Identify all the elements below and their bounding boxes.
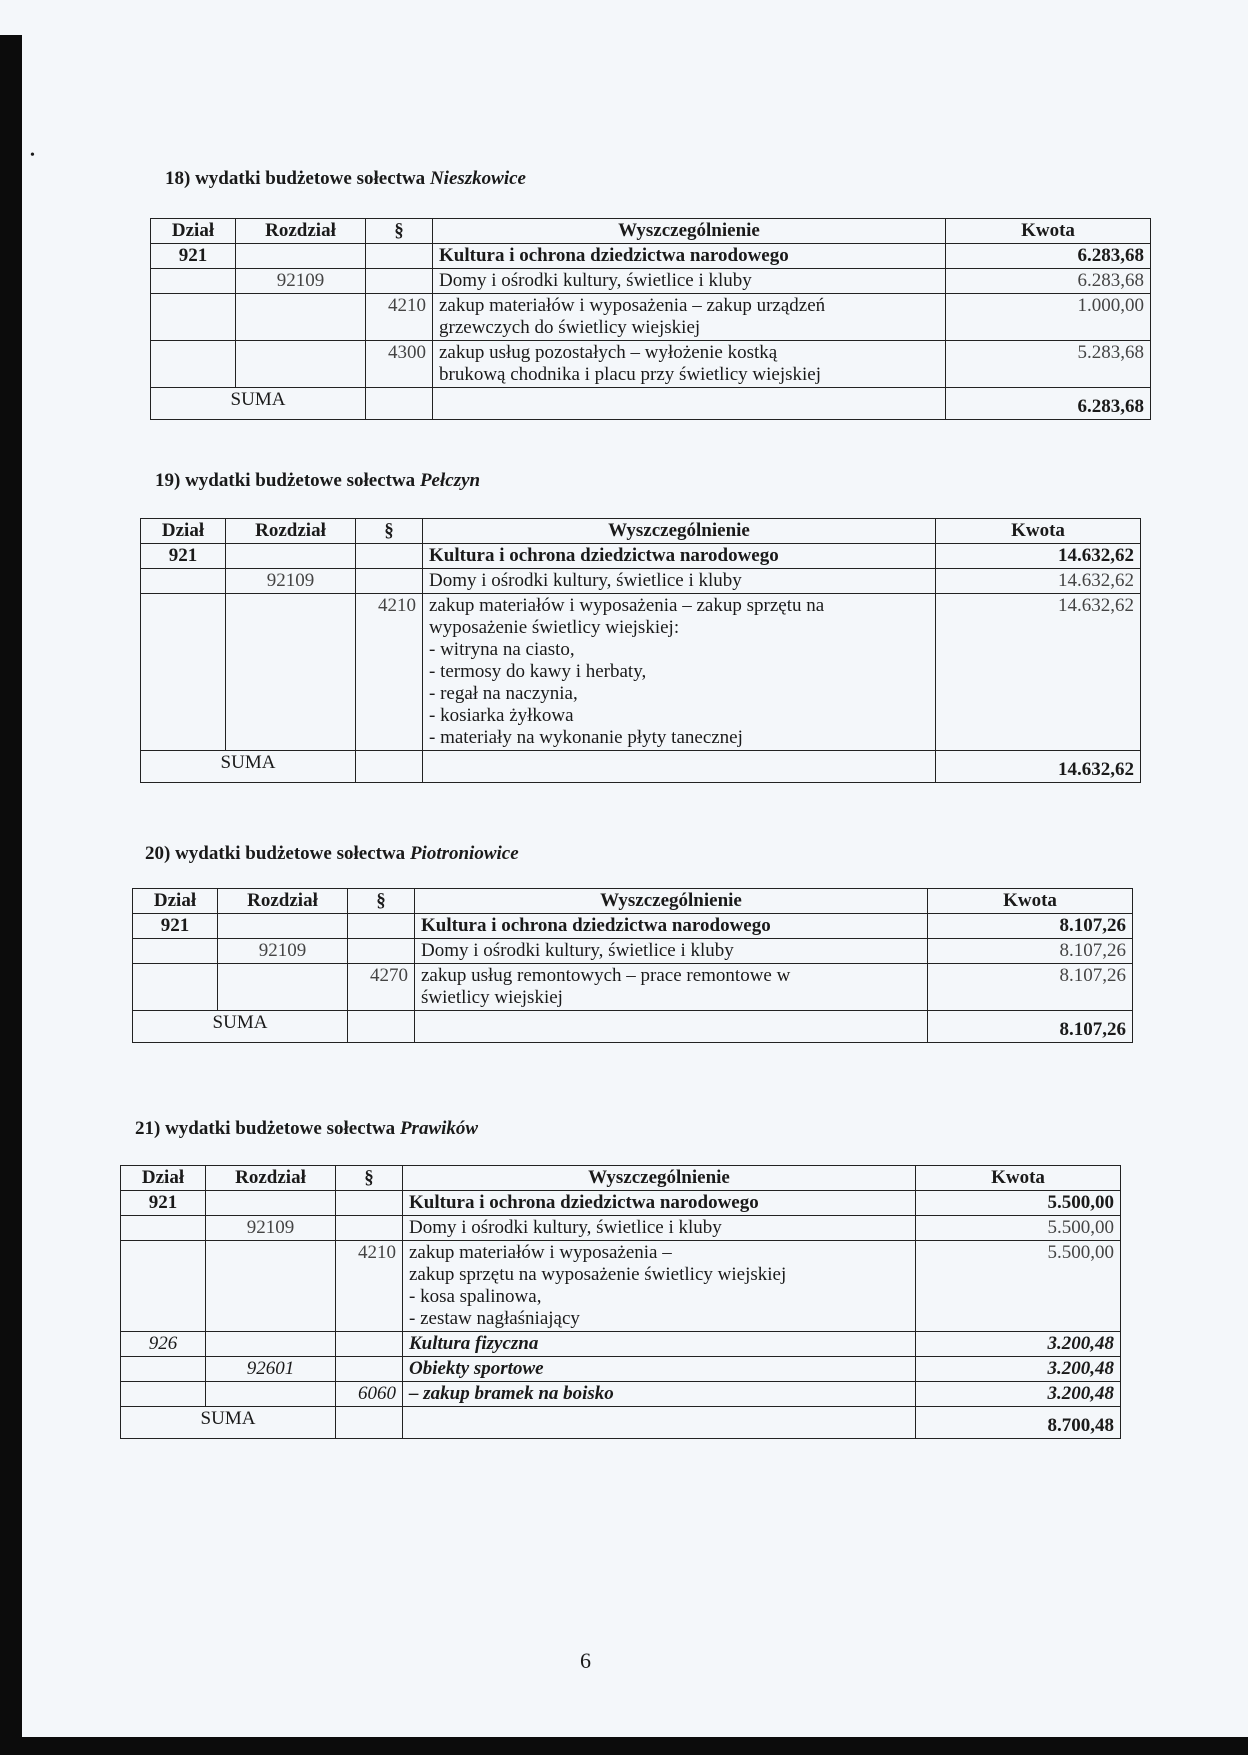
section-heading-name: Nieszkowice (429, 168, 526, 189)
header-paragraf: § (348, 889, 415, 914)
cell-dzial: 926 (121, 1332, 206, 1357)
cell-dzial (151, 341, 236, 388)
cell-paragraf: 6060 (336, 1382, 403, 1407)
cell-paragraf: 4270 (348, 964, 415, 1011)
description-line: – zakup bramek na boisko (409, 1383, 614, 1404)
cell-paragraf (366, 244, 433, 269)
cell-kwota: 5.500,00 (916, 1191, 1121, 1216)
table-row (141, 569, 1141, 594)
cell-rozdzial (226, 544, 356, 569)
header-kwota: Kwota (946, 219, 1151, 244)
cell-kwota: 8.107,26 (928, 964, 1133, 1011)
cell-paragraf (336, 1191, 403, 1216)
cell-paragraf: 4210 (356, 594, 423, 751)
cell-dzial (133, 964, 218, 1011)
section-heading (135, 1118, 478, 1140)
cell-kwota: 3.200,48 (916, 1382, 1121, 1407)
cell-wyszczegolnienie (433, 294, 946, 341)
cell-rozdzial: 92109 (218, 939, 348, 964)
header-rozdzial: Rozdział (226, 519, 356, 544)
budget-table (150, 218, 1151, 420)
scan-edge-left (0, 35, 22, 1755)
cell-rozdzial: 92109 (206, 1216, 336, 1241)
cell-rozdzial (206, 1241, 336, 1332)
cell-paragraf: 4210 (336, 1241, 403, 1332)
budget-table (132, 888, 1133, 1043)
cell-dzial (121, 1216, 206, 1241)
description-line: - witryna na ciasto, (429, 639, 575, 660)
suma-empty-paragraf (366, 388, 433, 420)
cell-paragraf: 4300 (366, 341, 433, 388)
header-kwota: Kwota (928, 889, 1133, 914)
table-row (121, 1241, 1121, 1332)
table-row (121, 1216, 1121, 1241)
description-line: świetlicy wiejskiej (421, 987, 563, 1008)
suma-row (133, 1011, 1133, 1043)
cell-paragraf (356, 569, 423, 594)
suma-label: SUMA (141, 751, 356, 783)
header-rozdzial: Rozdział (218, 889, 348, 914)
header-wyszczegolnienie: Wyszczególnienie (403, 1166, 916, 1191)
description-line: zakup sprzętu na wyposażenie świetlicy wiejskiej (409, 1264, 787, 1285)
section-heading-name: Prawików (399, 1118, 479, 1139)
cell-dzial: 921 (133, 914, 218, 939)
suma-empty-paragraf (356, 751, 423, 783)
cell-rozdzial: 92109 (226, 569, 356, 594)
header-wyszczegolnienie: Wyszczególnienie (423, 519, 936, 544)
cell-wyszczegolnienie (403, 1216, 916, 1241)
description-line: wyposażenie świetlicy wiejskiej: (429, 617, 680, 638)
cell-kwota: 3.200,48 (916, 1332, 1121, 1357)
table-row (133, 939, 1133, 964)
cell-rozdzial (236, 294, 366, 341)
cell-rozdzial: 92601 (206, 1357, 336, 1382)
table-row (121, 1191, 1121, 1216)
cell-paragraf (336, 1332, 403, 1357)
scan-mark: • (30, 148, 35, 163)
cell-rozdzial (236, 244, 366, 269)
cell-kwota: 5.500,00 (916, 1241, 1121, 1332)
table-header-row (151, 219, 1151, 244)
cell-wyszczegolnienie (423, 569, 936, 594)
cell-kwota: 3.200,48 (916, 1357, 1121, 1382)
header-paragraf: § (336, 1166, 403, 1191)
description-line: zakup materiałów i wyposażenia – zakup sprzętu na (429, 595, 825, 616)
suma-label: SUMA (133, 1011, 348, 1043)
description-line: Kultura i ochrona dziedzictwa narodowego (429, 545, 779, 566)
table-header-row (133, 889, 1133, 914)
section-heading-prefix: 21) wydatki budżetowe sołectwa (135, 1118, 400, 1139)
cell-kwota: 1.000,00 (946, 294, 1151, 341)
cell-dzial (141, 594, 226, 751)
cell-dzial (151, 269, 236, 294)
suma-row (121, 1407, 1121, 1439)
header-kwota: Kwota (916, 1166, 1121, 1191)
cell-paragraf (336, 1357, 403, 1382)
description-line: Domy i ośrodki kultury, świetlice i kluby (409, 1217, 722, 1238)
description-line: Domy i ośrodki kultury, świetlice i kluby (439, 270, 752, 291)
cell-dzial (121, 1382, 206, 1407)
suma-empty-description (403, 1407, 916, 1439)
cell-kwota: 5.283,68 (946, 341, 1151, 388)
section-heading-prefix: 18) wydatki budżetowe sołectwa (165, 168, 430, 189)
cell-kwota: 5.500,00 (916, 1216, 1121, 1241)
cell-paragraf (356, 544, 423, 569)
cell-paragraf (366, 269, 433, 294)
cell-kwota: 8.107,26 (928, 914, 1133, 939)
table-row (141, 544, 1141, 569)
cell-dzial: 921 (121, 1191, 206, 1216)
cell-dzial (133, 939, 218, 964)
header-wyszczegolnienie: Wyszczególnienie (415, 889, 928, 914)
cell-kwota: 6.283,68 (946, 244, 1151, 269)
table-row (151, 341, 1151, 388)
cell-paragraf (348, 939, 415, 964)
description-line: - kosa spalinowa, (409, 1286, 542, 1307)
header-paragraf: § (356, 519, 423, 544)
description-line: Kultura i ochrona dziedzictwa narodowego (409, 1192, 759, 1213)
header-wyszczegolnienie: Wyszczególnienie (433, 219, 946, 244)
description-line: - termosy do kawy i herbaty, (429, 661, 647, 682)
cell-wyszczegolnienie (415, 914, 928, 939)
description-line: zakup usług pozostałych – wyłożenie kostką (439, 342, 778, 363)
table-header-row (141, 519, 1141, 544)
description-line: grzewczych do świetlicy wiejskiej (439, 317, 701, 338)
table-row (141, 594, 1141, 751)
table-header-row (121, 1166, 1121, 1191)
page-number: 6 (580, 1648, 591, 1673)
cell-kwota: 14.632,62 (936, 544, 1141, 569)
header-paragraf: § (366, 219, 433, 244)
description-line: - kosiarka żyłkowa (429, 705, 574, 726)
suma-value: 14.632,62 (936, 751, 1141, 783)
header-kwota: Kwota (936, 519, 1141, 544)
cell-wyszczegolnienie (403, 1357, 916, 1382)
header-dzial: Dział (121, 1166, 206, 1191)
description-line: Kultura fizyczna (409, 1333, 539, 1354)
cell-wyszczegolnienie (415, 964, 928, 1011)
suma-row (151, 388, 1151, 420)
table-row (121, 1382, 1121, 1407)
scan-edge-bottom (0, 1737, 1248, 1755)
table-row (151, 269, 1151, 294)
cell-wyszczegolnienie (403, 1241, 916, 1332)
cell-rozdzial (206, 1382, 336, 1407)
suma-value: 8.700,48 (916, 1407, 1121, 1439)
cell-kwota: 14.632,62 (936, 594, 1141, 751)
budget-table (140, 518, 1141, 783)
cell-wyszczegolnienie (423, 594, 936, 751)
cell-paragraf (336, 1216, 403, 1241)
cell-rozdzial: 92109 (236, 269, 366, 294)
description-line: Kultura i ochrona dziedzictwa narodowego (439, 245, 789, 266)
section-heading (145, 843, 519, 865)
suma-empty-description (423, 751, 936, 783)
cell-wyszczegolnienie (403, 1191, 916, 1216)
table-row (151, 244, 1151, 269)
header-rozdzial: Rozdział (206, 1166, 336, 1191)
cell-kwota: 6.283,68 (946, 269, 1151, 294)
table-row (133, 964, 1133, 1011)
table-row (121, 1332, 1121, 1357)
suma-row (141, 751, 1141, 783)
header-dzial: Dział (141, 519, 226, 544)
table-row (151, 294, 1151, 341)
description-line: Kultura i ochrona dziedzictwa narodowego (421, 915, 771, 936)
cell-wyszczegolnienie (415, 939, 928, 964)
description-line: Obiekty sportowe (409, 1358, 544, 1379)
header-dzial: Dział (151, 219, 236, 244)
cell-dzial (141, 569, 226, 594)
section-heading-name: Pełczyn (419, 470, 481, 491)
cell-paragraf: 4210 (366, 294, 433, 341)
cell-rozdzial (218, 964, 348, 1011)
cell-wyszczegolnienie (433, 269, 946, 294)
description-line: zakup materiałów i wyposażenia – zakup urządzeń (439, 295, 826, 316)
suma-empty-description (433, 388, 946, 420)
section-heading-prefix: 19) wydatki budżetowe sołectwa (155, 470, 420, 491)
cell-rozdzial (218, 914, 348, 939)
header-rozdzial: Rozdział (236, 219, 366, 244)
description-line: brukową chodnika i placu przy świetlicy wiejskiej (439, 364, 822, 385)
suma-value: 8.107,26 (928, 1011, 1133, 1043)
cell-rozdzial (226, 594, 356, 751)
cell-wyszczegolnienie (403, 1332, 916, 1357)
section-heading (155, 470, 480, 492)
description-line: Domy i ośrodki kultury, świetlice i kluby (429, 570, 742, 591)
suma-value: 6.283,68 (946, 388, 1151, 420)
section-heading-prefix: 20) wydatki budżetowe sołectwa (145, 843, 410, 864)
cell-rozdzial (236, 341, 366, 388)
cell-rozdzial (206, 1191, 336, 1216)
description-line: Domy i ośrodki kultury, świetlice i kluby (421, 940, 734, 961)
cell-wyszczegolnienie (423, 544, 936, 569)
cell-wyszczegolnienie (433, 341, 946, 388)
description-line: - regał na naczynia, (429, 683, 578, 704)
cell-wyszczegolnienie (433, 244, 946, 269)
cell-kwota: 8.107,26 (928, 939, 1133, 964)
section-heading-name: Piotroniowice (409, 843, 519, 864)
cell-kwota: 14.632,62 (936, 569, 1141, 594)
description-line: zakup materiałów i wyposażenia – (409, 1242, 672, 1263)
suma-label: SUMA (121, 1407, 336, 1439)
description-line: - zestaw nagłaśniający (409, 1308, 580, 1329)
suma-empty-description (415, 1011, 928, 1043)
cell-dzial (121, 1357, 206, 1382)
suma-empty-paragraf (336, 1407, 403, 1439)
suma-empty-paragraf (348, 1011, 415, 1043)
cell-dzial: 921 (151, 244, 236, 269)
cell-dzial: 921 (141, 544, 226, 569)
budget-table (120, 1165, 1121, 1439)
header-dzial: Dział (133, 889, 218, 914)
suma-label: SUMA (151, 388, 366, 420)
section-heading (165, 168, 526, 190)
cell-wyszczegolnienie (403, 1382, 916, 1407)
description-line: zakup usług remontowych – prace remontowe w (421, 965, 791, 986)
cell-dzial (121, 1241, 206, 1332)
cell-dzial (151, 294, 236, 341)
cell-paragraf (348, 914, 415, 939)
table-row (133, 914, 1133, 939)
cell-rozdzial (206, 1332, 336, 1357)
description-line: - materiały na wykonanie płyty tanecznej (429, 727, 743, 748)
table-row (121, 1357, 1121, 1382)
